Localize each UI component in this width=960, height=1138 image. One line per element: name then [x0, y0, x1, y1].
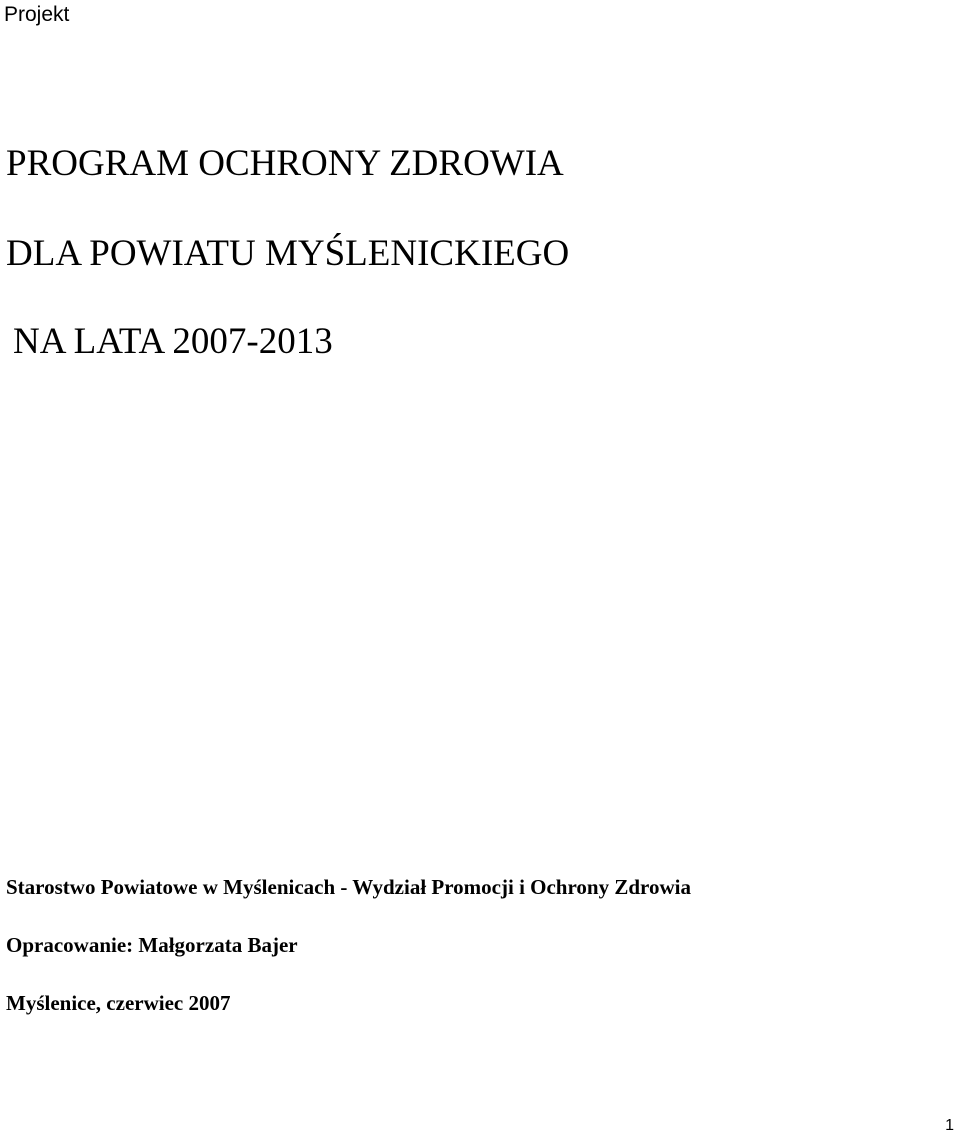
page-number: 1 — [945, 1117, 954, 1134]
place-date-line: Myślenice, czerwiec 2007 — [6, 991, 231, 1015]
title-line-2: DLA POWIATU MYŚLENICKIEGO — [6, 233, 570, 274]
title-line-1: PROGRAM OCHRONY ZDROWIA — [6, 143, 564, 184]
title-line-3: NA LATA 2007-2013 — [13, 321, 333, 362]
institution-line: Starostwo Powiatowe w Myślenicach - Wydział Promocji i Ochrony Zdrowia — [6, 875, 691, 899]
author-line: Opracowanie: Małgorzata Bajer — [6, 933, 298, 957]
draft-label: Projekt — [4, 3, 70, 26]
